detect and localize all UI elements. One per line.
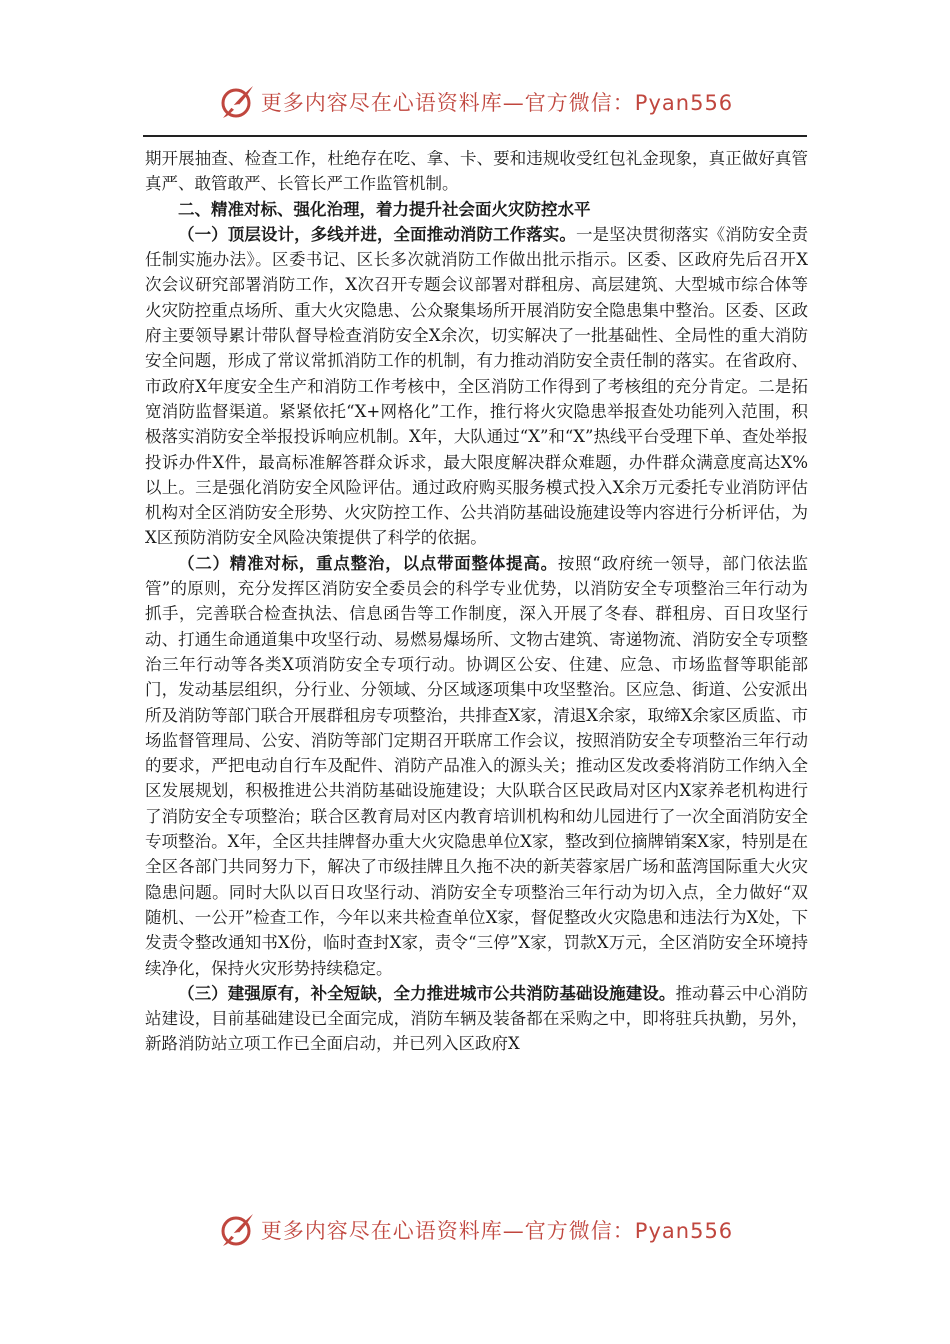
paragraph-1-lead: （一）顶层设计，多线并进，全面推动消防工作落实。 bbox=[178, 224, 576, 244]
header-divider bbox=[143, 135, 807, 137]
paragraph-3-text: 推动暮云中心消防站建设，目前基础建设已全面完成，消防车辆及装备都在采购之中，即将驻兵执勤，另外，新路消防站立项工作已全面启动，并已列入区政府X bbox=[145, 983, 809, 1054]
footer-banner-text: 更多内容尽在心语资料库—官方微信：Pyan556 bbox=[260, 1219, 734, 1243]
paragraph-3-lead: （三）建强原有，补全短缺，全力推进城市公共消防基础设施建设。 bbox=[178, 983, 676, 1003]
continuation-paragraph: 期开展抽查、检查工作，杜绝存在吃、拿、卡、要和违规收受红包礼金现象，真正做好真管真严、敢管敢严、长管长严工作监管机制。 bbox=[145, 149, 808, 194]
header-banner bbox=[0, 78, 950, 126]
quill-logo-icon bbox=[217, 82, 257, 122]
section-heading: 二、精准对标、强化治理，着力提升社会面火灾防控水平 bbox=[178, 199, 591, 219]
paragraph-2 bbox=[145, 551, 808, 981]
quill-logo-icon bbox=[217, 1210, 257, 1250]
header-banner-text: 更多内容尽在心语资料库—官方微信：Pyan556 bbox=[260, 91, 734, 115]
document-body bbox=[145, 146, 808, 1057]
paragraph-3 bbox=[145, 981, 808, 1057]
paragraph-2-text: 按照“政府统一领导，部门依法监管”的原则，充分发挥区消防安全委员会的科学专业优势，以消防安全专项整治三年行动为抓手，完善联合检查执法、信息函告等工作制度，深入开展了冬春、群租房、百日攻坚行动、打通生命通道集中攻坚行动、易燃易爆场所、文物古建筑、寄递物流、消防安全专项整治三年行动等各类X项消防安全专项行动。协调区公安、住建、应急、市场监督等职能部门，发动基层组织，分行业、分领域、分区域逐项集中攻坚整治。区应急、街道、公安派出所及消防等部门联合开展群租房专项整治，共排查X家，清退X余家，取缔X余家区质监、市场监督管理局、公安、消防等部门定期召开联席工作会议，按照消防安全专项整治三年行动的要求，严把电动自行车及配件、消防产品准入的源头关；推动区发改委将消防工作纳入全区发展规划，积极推进公共消防基础设施建设；大队联合区民政局对区内X家养老机构进行了消防安全专项整治；联合区教育局对区内教育培训机构和幼儿园进行了一次全面消防安全专项整治。X年，全区共挂牌督办重大火灾隐患单位X家，整改到位摘牌销案X家，特别是在全区各部门共同努力下，解决了市级挂牌且久拖不决的新芙蓉家居广场和蓝湾国际重大火灾隐患问题。同时大队以百日攻坚行动、消防安全专项整治三年行动为切入点，全力做好“双随机、一公开”检查工作，今年以来共检查单位X家，督促整改火灾隐患和违法行为X处，下发责令整改通知书X份，临时查封X家，责令“三停”X家，罚款X万元，全区消防安全环境持续净化，保持火灾形势持续稳定。 bbox=[145, 553, 808, 978]
paragraph-1-text: 一是坚决贯彻落实《消防安全责任制实施办法》。区委书记、区长多次就消防工作做出批示指示。区委、区政府先后召开X次会议研究部署消防工作，X次召开专题会议部署对群租房、高层建筑、大型城市综合体等火灾防控重点场所、重大火灾隐患、公众聚集场所开展消防安全隐患集中整治。区委、区政府主要领导累计带队督导检查消防安全X余次，切实解决了一批基础性、全局性的重大消防安全问题，形成了常议常抓消防工作的机制，有力推动消防安全责任制的落实。在省政府、市政府X年度安全生产和消防工作考核中，全区消防工作得到了考核组的充分肯定。二是拓宽消防监督渠道。紧紧依托“X+网格化”工作，推行将火灾隐患举报查处功能列入范围，积极落实消防安全举报投诉响应机制。X年，大队通过“X”和“X”热线平台受理下单、查处举报投诉办件X件，最高标准解答群众诉求，最大限度解决群众难题，办件群众满意度高达X%以上。三是强化消防安全风险评估。通过政府购买服务模式投入X余万元委托专业消防评估机构对全区消防安全形势、火灾防控工作、公共消防基础设施建设等内容进行分析评估，为X区预防消防安全风险决策提供了科学的依据。 bbox=[145, 224, 809, 548]
footer-banner bbox=[0, 1206, 950, 1254]
paragraph-1 bbox=[145, 222, 808, 551]
paragraph-2-lead: （二）精准对标，重点整治，以点带面整体提高。 bbox=[178, 553, 558, 573]
